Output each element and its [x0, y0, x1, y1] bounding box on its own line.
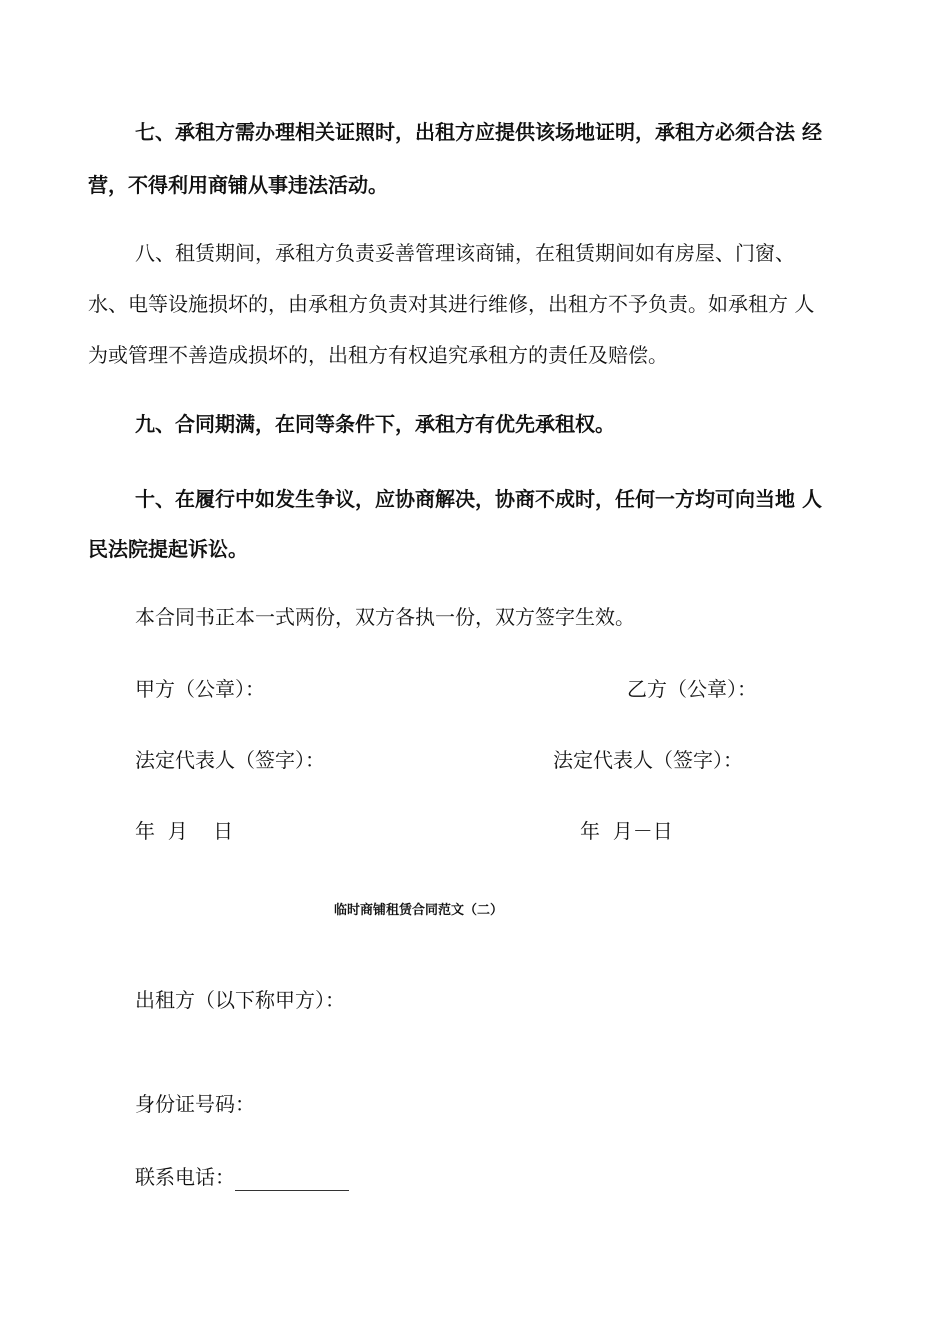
phone-label: 联系电话：	[135, 1165, 235, 1189]
clause-8-line-2: 水、电等设施损坏的，由承租方负责对其进行维修，出租方不予负责。如承租方 人	[88, 292, 815, 316]
lessor-label: 出租方（以下称甲方）：	[135, 988, 345, 1012]
clause-8-line-1: 八、租赁期间，承租方负责妥善管理该商铺，在租赁期间如有房屋、门窗、	[135, 241, 795, 265]
clause-7-line-1: 七、承租方需办理相关证照时，出租方应提供该场地证明，承租方必须合法 经	[135, 120, 822, 144]
clause-8-line-3: 为或管理不善造成损坏的，出租方有权追究承租方的责任及赔偿。	[88, 343, 668, 367]
party-b-seal-label: 乙方（公章）：	[627, 677, 757, 701]
phone-field	[135, 1163, 349, 1191]
clause-9-line-1: 九、合同期满，在同等条件下，承租方有优先承租权。	[135, 412, 615, 436]
party-a-rep-label: 法定代表人（签字）：	[135, 748, 325, 772]
party-b-date-label: 年 月－日	[580, 819, 673, 843]
party-b-rep-label: 法定代表人（签字）：	[553, 748, 743, 772]
clause-10-line-1: 十、在履行中如发生争议，应协商解决，协商不成时，任何一方均可向当地 人	[135, 487, 822, 511]
copies-note: 本合同书正本一式两份，双方各执一份，双方签字生效。	[135, 605, 635, 629]
section-2-title: 临时商铺租赁合同范文（二）	[334, 903, 504, 918]
party-a-seal-label: 甲方（公章）：	[135, 677, 265, 701]
clause-7-line-2: 营，不得利用商铺从事违法活动。	[88, 173, 388, 197]
phone-blank-line	[235, 1168, 349, 1191]
clause-10-line-2: 民法院提起诉讼。	[88, 537, 248, 561]
id-number-label: 身份证号码：	[135, 1092, 255, 1116]
party-a-date-label: 年 月 日	[135, 819, 234, 843]
